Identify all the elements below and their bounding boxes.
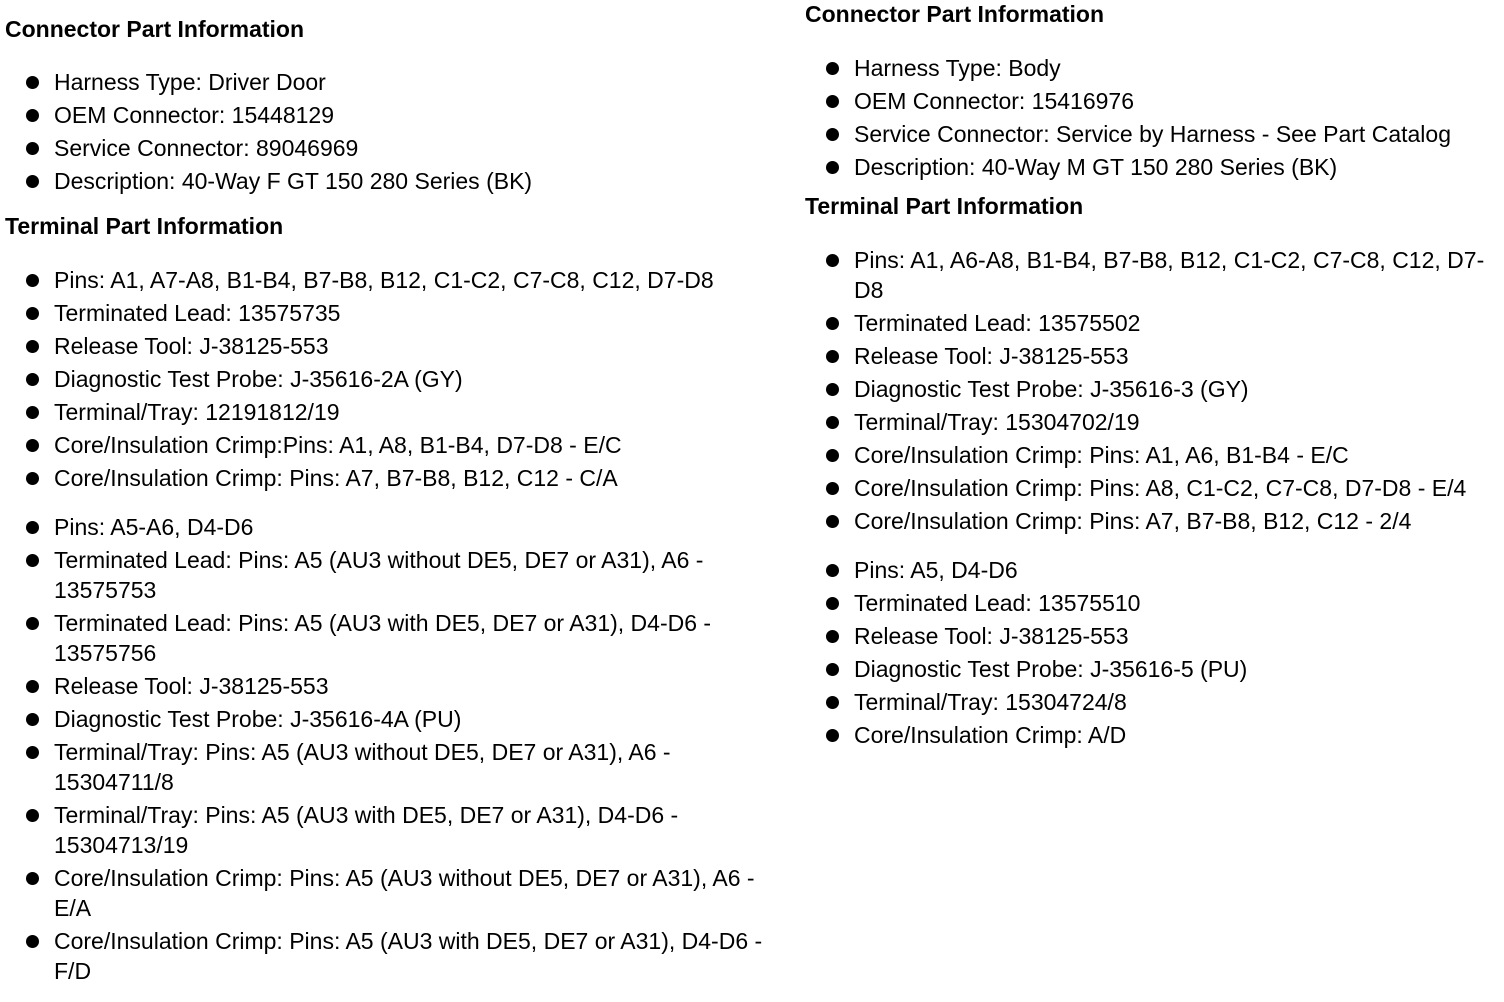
list-item: Terminal/Tray: Pins: A5 (AU3 with DE5, DE7 or A31), D4-D6 - 15304713/19	[5, 800, 795, 860]
list-item: Terminal/Tray: 15304724/8	[805, 687, 1495, 717]
list-item: Terminated Lead: 13575735	[5, 298, 795, 328]
list-item: Core/Insulation Crimp: A/D	[805, 720, 1495, 750]
list-item: Core/Insulation Crimp: Pins: A1, A6, B1-B4 - E/C	[805, 440, 1495, 470]
list-item: OEM Connector: 15448129	[5, 100, 795, 130]
list-item: Release Tool: J-38125-553	[5, 331, 795, 361]
list-item: Harness Type: Body	[805, 53, 1495, 83]
terminal-part-list-group-2	[5, 512, 795, 986]
list-item: Terminated Lead: Pins: A5 (AU3 without DE5, DE7 or A31), A6 - 13575753	[5, 545, 795, 605]
list-item: Core/Insulation Crimp: Pins: A8, C1-C2, C7-C8, D7-D8 - E/4	[805, 473, 1495, 503]
list-item: Pins: A1, A7-A8, B1-B4, B7-B8, B12, C1-C2, C7-C8, C12, D7-D8	[5, 265, 795, 295]
right-connector-column	[805, 0, 1495, 753]
terminal-part-list-group-2	[805, 555, 1495, 750]
connector-part-list	[5, 67, 795, 196]
list-item: Diagnostic Test Probe: J-35616-5 (PU)	[805, 654, 1495, 684]
list-item: Diagnostic Test Probe: J-35616-3 (GY)	[805, 374, 1495, 404]
list-item: Pins: A5, D4-D6	[805, 555, 1495, 585]
list-item: Description: 40-Way M GT 150 280 Series (BK)	[805, 152, 1495, 182]
list-item: Diagnostic Test Probe: J-35616-4A (PU)	[5, 704, 795, 734]
list-item: Core/Insulation Crimp: Pins: A7, B7-B8, B12, C12 - 2/4	[805, 506, 1495, 536]
list-item: Diagnostic Test Probe: J-35616-2A (GY)	[5, 364, 795, 394]
left-connector-column	[5, 0, 795, 989]
connector-part-list	[805, 53, 1495, 182]
terminal-part-heading: Terminal Part Information	[5, 213, 284, 239]
list-item: Core/Insulation Crimp: Pins: A5 (AU3 with DE5, DE7 or A31), D4-D6 - F/D	[5, 926, 795, 986]
list-item: Pins: A5-A6, D4-D6	[5, 512, 795, 542]
list-item: Terminated Lead: Pins: A5 (AU3 with DE5, DE7 or A31), D4-D6 - 13575756	[5, 608, 795, 668]
list-item: Service Connector: Service by Harness - See Part Catalog	[805, 119, 1495, 149]
list-item: Terminal/Tray: 12191812/19	[5, 397, 795, 427]
list-item: Terminated Lead: 13575502	[805, 308, 1495, 338]
list-item: Pins: A1, A6-A8, B1-B4, B7-B8, B12, C1-C2, C7-C8, C12, D7-D8	[805, 245, 1495, 305]
list-item: Service Connector: 89046969	[5, 133, 795, 163]
list-item: Release Tool: J-38125-553	[5, 671, 795, 701]
list-item: Core/Insulation Crimp: Pins: A7, B7-B8, B12, C12 - C/A	[5, 463, 795, 493]
connector-part-heading: Connector Part Information	[805, 1, 1105, 27]
terminal-part-list-group-1	[5, 265, 795, 493]
list-item: OEM Connector: 15416976	[805, 86, 1495, 116]
list-item: Terminal/Tray: 15304702/19	[805, 407, 1495, 437]
list-item: Core/Insulation Crimp: Pins: A5 (AU3 without DE5, DE7 or A31), A6 - E/A	[5, 863, 795, 923]
list-item: Release Tool: J-38125-553	[805, 621, 1495, 651]
list-item: Harness Type: Driver Door	[5, 67, 795, 97]
connector-part-heading: Connector Part Information	[5, 16, 305, 42]
list-item: Terminated Lead: 13575510	[805, 588, 1495, 618]
list-item: Release Tool: J-38125-553	[805, 341, 1495, 371]
terminal-part-list-group-1	[805, 245, 1495, 536]
list-item: Terminal/Tray: Pins: A5 (AU3 without DE5, DE7 or A31), A6 - 15304711/8	[5, 737, 795, 797]
terminal-part-heading: Terminal Part Information	[805, 193, 1084, 219]
list-item: Core/Insulation Crimp:Pins: A1, A8, B1-B4, D7-D8 - E/C	[5, 430, 795, 460]
list-item: Description: 40-Way F GT 150 280 Series (BK)	[5, 166, 795, 196]
